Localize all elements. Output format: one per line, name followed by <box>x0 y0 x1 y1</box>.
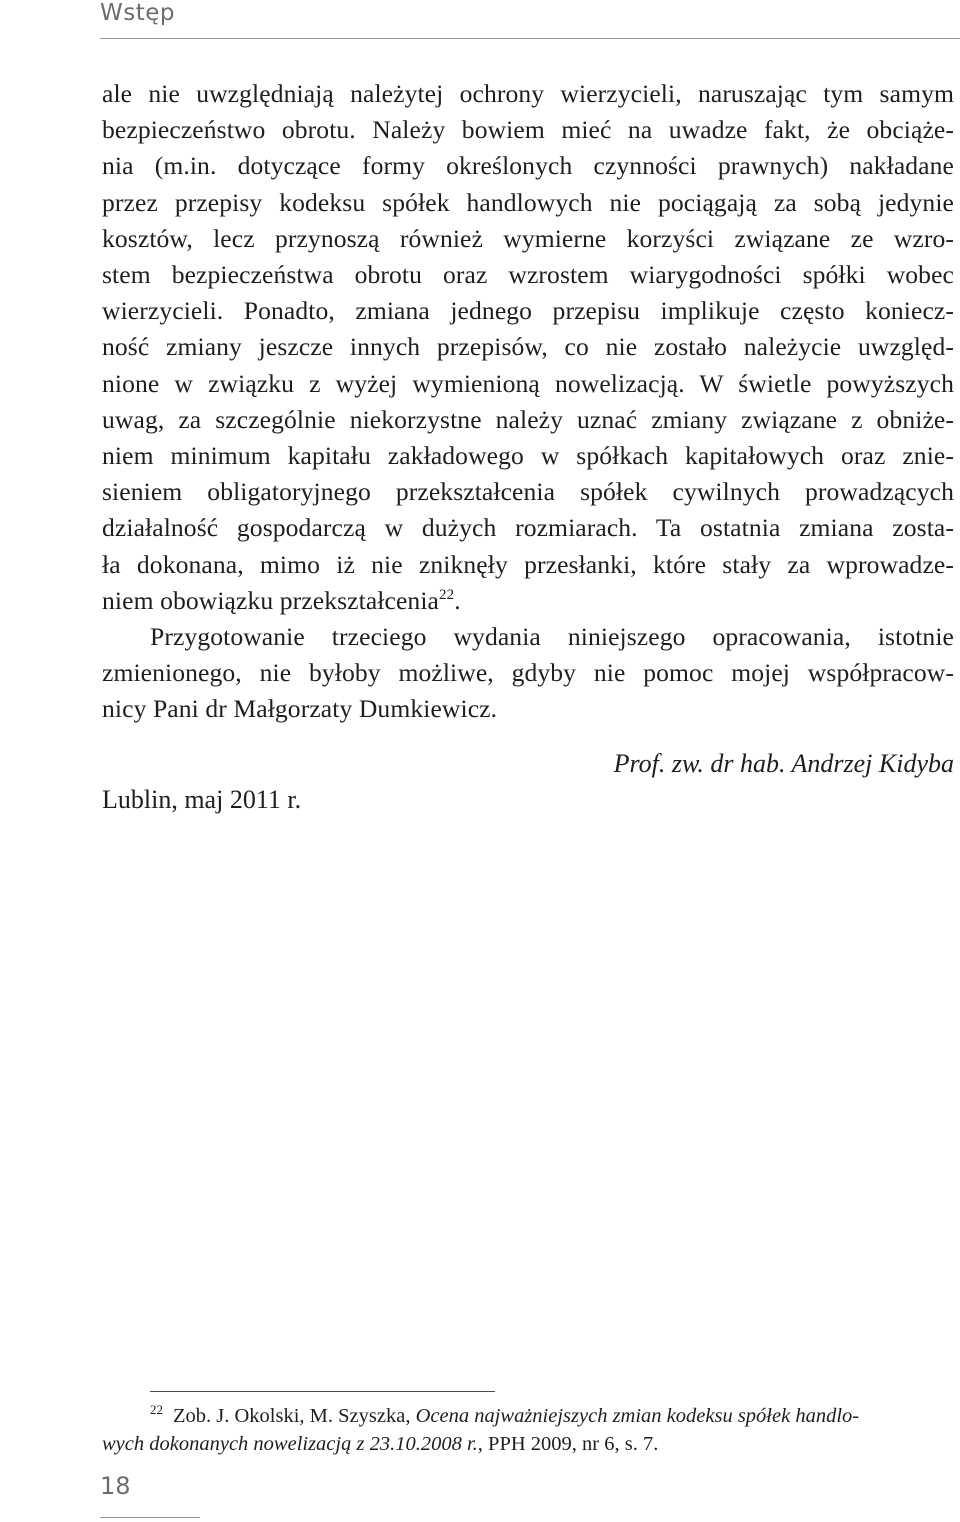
author-signature: Prof. zw. dr hab. Andrzej Kidyba <box>613 749 954 778</box>
footnote-title: wych dokonanych nowelizacją z 23.10.2008 r. <box>102 1433 478 1455</box>
text-line: ła dokonana, mimo iż nie zniknęły przesłanki, które stały za wprowadze- <box>102 549 954 579</box>
text-line: uwag, za szczególnie niekorzystne należy uznać zmiany związane z obniże- <box>102 404 954 434</box>
paragraph-end-line <box>102 583 954 619</box>
footnote-line <box>102 1402 954 1430</box>
text-line: Przygotowanie trzeciego wydania niniejszego opracowania, istotnie <box>150 622 954 652</box>
text-line: stem bezpieczeństwa obrotu oraz wzrostem wiarygodności spółki wobec <box>102 260 954 290</box>
text-line: kosztów, lecz przynoszą również wymierne korzyści związane ze wzro- <box>102 223 954 253</box>
footnote-citation: Zob. J. Okolski, M. Szyszka, <box>173 1405 416 1427</box>
text-line: nia (m.in. dotyczące formy określonych czynności prawnych) nakładane <box>102 151 954 181</box>
footnote-line <box>102 1430 954 1458</box>
text-line: sieniem obligatoryjnego przekształcenia spółek cywilnych prowadzących <box>102 477 954 507</box>
place-and-date: Lublin, maj 2011 r. <box>102 785 302 814</box>
text-line: niem minimum kapitału zakładowego w spółkach kapitałowych oraz znie- <box>102 441 954 471</box>
text-line: przez przepisy kodeksu spółek handlowych nie pociągają za sobą jedynie <box>102 187 954 217</box>
text-line: ność zmiany jeszcze innych przepisów, co nie zostało należycie uwzględ- <box>102 332 954 362</box>
header-rule <box>100 38 960 39</box>
footnote-reference[interactable]: 22 <box>439 586 455 603</box>
footnote-number: 22 <box>150 1402 163 1417</box>
footer-rule <box>100 1517 200 1518</box>
paragraph-end-line: nicy Pani dr Małgorzaty Dumkiewicz. <box>102 694 498 724</box>
footnote-source: , PPH 2009, nr 6, s. 7. <box>477 1433 659 1455</box>
page-number: 18 <box>100 1472 131 1500</box>
text-line: zmienionego, nie byłoby możliwe, gdyby nie pomoc mojej współpracow- <box>102 658 954 688</box>
text-line: działalność gospodarczą w dużych rozmiarach. Ta ostatnia zmiana zosta- <box>102 513 954 543</box>
text-segment: niem obowiązku przekształcenia <box>102 585 439 615</box>
main-text <box>102 76 954 728</box>
text-segment: . <box>454 585 461 615</box>
footnote-separator <box>150 1391 495 1392</box>
text-line: ale nie uwzględniają należytej ochrony wierzycieli, naruszając tym samym <box>102 79 954 108</box>
footnote-title: Ocena najważniejszych zmian kodeksu spółek handlo- <box>415 1405 860 1427</box>
text-line: wierzycieli. Ponadto, zmiana jednego przepisu implikuje często koniecz- <box>102 296 954 326</box>
footnote <box>102 1402 954 1458</box>
text-line: nione w związku z wyżej wymienioną nowelizacją. W świetle powyższych <box>102 368 954 398</box>
running-head: Wstęp <box>100 0 175 26</box>
text-line: bezpieczeństwo obrotu. Należy bowiem mieć na uwadze fakt, że obciąże- <box>102 115 954 145</box>
